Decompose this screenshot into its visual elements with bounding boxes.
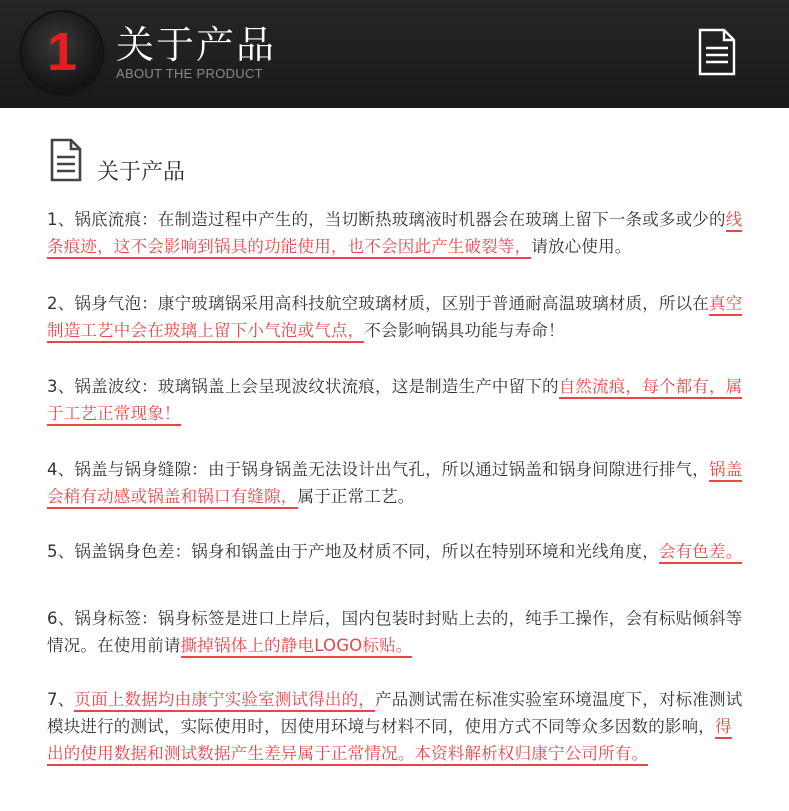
notice-item-6 bbox=[47, 605, 747, 659]
notice-item-7 bbox=[47, 686, 747, 767]
document-icon bbox=[697, 28, 737, 76]
item-highlight: 锅盖会稍有动感或锅盖和锅口有缝隙， bbox=[47, 460, 742, 509]
item-highlight: 线条痕迹，这不会影响到锅具的功能使用，也不会因此产生破裂等， bbox=[47, 210, 742, 259]
section-number-badge bbox=[22, 12, 102, 92]
item-text: 7、 bbox=[47, 690, 75, 709]
item-highlight: 得出的使用数据和测试数据产生差异属于正常情况。本资料解析权归康宁公司所有。 bbox=[47, 717, 732, 766]
item-text: 属于正常工艺。 bbox=[297, 487, 415, 506]
header-title: 关于产品 bbox=[116, 23, 277, 67]
item-text: 2、锅身气泡：康宁玻璃锅采用高科技航空玻璃材质，区别于普通耐高温玻璃材质，所以在 bbox=[47, 294, 709, 313]
notice-item-5 bbox=[47, 538, 747, 565]
item-text: 1、锅底流痕：在制造过程中产生的，当切断热玻璃液时机器会在玻璃上留下一条或多或少的 bbox=[47, 210, 726, 229]
section-title: 关于产品 bbox=[97, 160, 186, 185]
item-text: 不会影响锅具功能与寿命！ bbox=[364, 321, 565, 340]
notice-item-4 bbox=[47, 456, 747, 510]
section-number: 1 bbox=[46, 22, 78, 82]
item-highlight: 自然流痕，每个都有，属于工艺正常现象！ bbox=[47, 377, 742, 426]
item-text: 5、锅盖锅身色差：锅身和锅盖由于产地及材质不同，所以在特别环境和光线角度， bbox=[47, 542, 659, 561]
notice-item-1 bbox=[47, 206, 747, 260]
item-text: 请放心使用。 bbox=[531, 237, 632, 256]
item-text: 4、锅盖与锅身缝隙：由于锅身锅盖无法设计出气孔，所以通过锅盖和锅身间隙进行排气， bbox=[47, 460, 709, 479]
item-text: 6、锅身标签：锅身标签是进口上岸后，国内包装时封贴上去的，纯手工操作，会有标贴倾斜等情况。在使用前请 bbox=[47, 609, 743, 655]
item-highlight: 会有色差。 bbox=[659, 542, 743, 564]
item-highlight: 撕掉锅体上的静电LOGO标贴。 bbox=[181, 636, 413, 658]
item-text: 产品测试需在标准实验室环境温度下，对标准测试模块进行的测试，实际使用时，因使用环境与材料不同，使用方式不同等众多因数的影响， bbox=[47, 690, 743, 736]
notice-item-2 bbox=[47, 290, 747, 344]
notice-item-3 bbox=[47, 373, 747, 427]
header-subtitle: ABOUT THE PRODUCT bbox=[116, 66, 263, 81]
item-text: 3、锅盖波纹：玻璃锅盖上会呈现波纹状流痕，这是制造生产中留下的 bbox=[47, 377, 559, 396]
page-header bbox=[0, 0, 789, 108]
item-highlight: 真空制造工艺中会在玻璃上留下小气泡或气点， bbox=[47, 294, 742, 343]
item-highlight: 页面上数据均由康宁实验室测试得出的， bbox=[74, 690, 375, 712]
document-icon bbox=[49, 137, 83, 183]
